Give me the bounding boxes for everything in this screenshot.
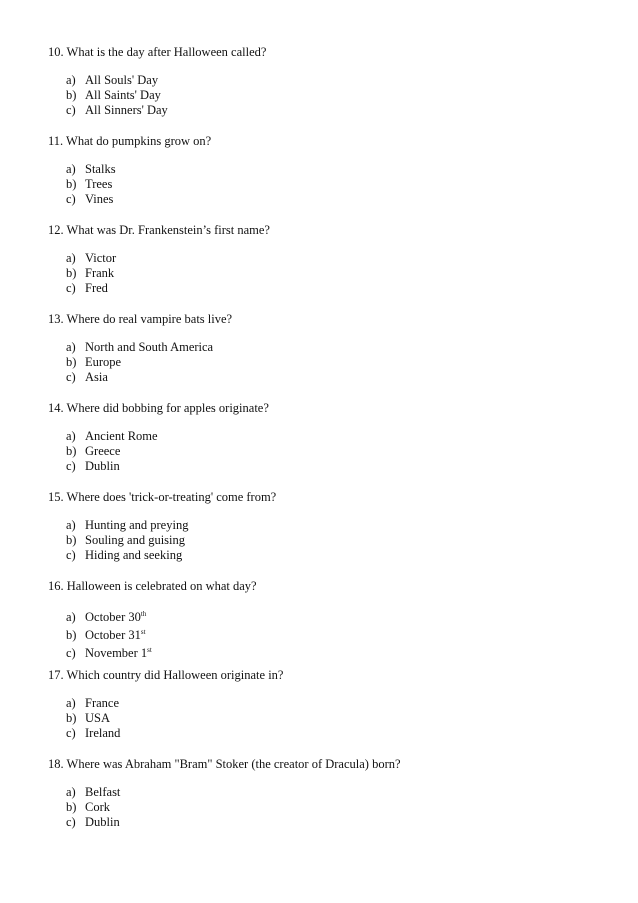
option-text: Hiding and seeking xyxy=(85,547,183,562)
answer-option-a xyxy=(66,518,608,533)
answer-option-b xyxy=(66,177,608,192)
option-text: Frank xyxy=(85,265,115,280)
question-text: 14. Where did bobbing for apples originate? xyxy=(48,401,269,415)
option-text: Cork xyxy=(85,799,110,814)
answer-option-c xyxy=(66,548,608,563)
question-text: 13. Where do real vampire bats live? xyxy=(48,312,233,326)
option-text: Dublin xyxy=(85,458,120,473)
answer-option-b xyxy=(66,444,608,459)
option-letter: a) xyxy=(66,162,76,176)
ordinal-suffix: st xyxy=(147,645,152,654)
answer-option-a xyxy=(66,73,608,88)
option-text: Ireland xyxy=(85,725,121,740)
option-letter: c) xyxy=(66,102,76,117)
option-text: All Sinners' Day xyxy=(85,102,168,117)
answer-option-b xyxy=(66,355,608,370)
option-text: Europe xyxy=(85,354,122,369)
option-letter: c) xyxy=(66,280,76,295)
option-letter: c) xyxy=(66,191,76,206)
option-text: Fred xyxy=(85,280,108,295)
option-text: Trees xyxy=(85,176,113,191)
answer-option-a xyxy=(66,696,608,711)
answer-options xyxy=(48,429,608,473)
option-letter: a) xyxy=(66,785,76,799)
option-letter: c) xyxy=(66,369,76,384)
option-letter: a) xyxy=(66,340,76,354)
answer-options xyxy=(48,73,608,117)
option-text: USA xyxy=(85,710,111,725)
option-letter: b) xyxy=(66,87,77,102)
option-letter: b) xyxy=(66,443,77,458)
question-18 xyxy=(48,757,608,829)
option-letter: b) xyxy=(66,799,77,814)
answer-options xyxy=(48,607,608,660)
option-text: All Souls' Day xyxy=(85,73,159,87)
option-letter: b) xyxy=(66,176,77,191)
question-text: 11. What do pumpkins grow on? xyxy=(48,134,212,148)
answer-option-c xyxy=(66,726,608,741)
question-17 xyxy=(48,668,608,740)
option-text: Asia xyxy=(85,369,108,384)
option-text: Vines xyxy=(85,191,114,206)
question-text: 17. Which country did Halloween originate in? xyxy=(48,668,284,682)
answer-option-c xyxy=(66,281,608,296)
question-text: 10. What is the day after Halloween called? xyxy=(48,45,267,59)
option-text: North and South America xyxy=(85,340,214,354)
answer-option-b xyxy=(66,711,608,726)
option-text: Greece xyxy=(85,443,121,458)
question-text: 16. Halloween is celebrated on what day? xyxy=(48,579,257,593)
option-letter: c) xyxy=(66,458,76,473)
answer-option-c xyxy=(66,370,608,385)
answer-option-a xyxy=(66,251,608,266)
option-letter: a) xyxy=(66,518,76,532)
option-text: Belfast xyxy=(85,785,121,799)
answer-option-a xyxy=(66,785,608,800)
option-text: Dublin xyxy=(85,814,120,829)
option-letter: c) xyxy=(66,814,76,829)
option-text: Souling and guising xyxy=(85,532,186,547)
answer-options xyxy=(48,785,608,829)
ordinal-suffix: st xyxy=(140,627,146,636)
question-15 xyxy=(48,490,608,562)
option-letter: b) xyxy=(66,627,77,642)
question-13 xyxy=(48,312,608,384)
answer-option-a xyxy=(66,340,608,355)
answer-options xyxy=(48,696,608,740)
answer-option-b xyxy=(66,533,608,548)
option-letter: b) xyxy=(66,265,77,280)
answer-option-c xyxy=(66,643,608,661)
question-text: 18. Where was Abraham "Bram" Stoker (the creator of Dracula) born? xyxy=(48,757,401,771)
option-letter: a) xyxy=(66,696,76,710)
option-text: Ancient Rome xyxy=(85,429,158,443)
option-text: Stalks xyxy=(85,162,116,176)
answer-option-a xyxy=(66,607,608,625)
question-11 xyxy=(48,134,608,206)
option-text: Hunting and preying xyxy=(85,518,189,532)
question-10 xyxy=(48,45,608,117)
question-16 xyxy=(48,579,608,660)
option-text: November 1 xyxy=(85,645,148,660)
answer-option-c xyxy=(66,192,608,207)
answer-option-c xyxy=(66,815,608,830)
answer-options xyxy=(48,251,608,295)
option-text: October 31 xyxy=(85,627,141,642)
answer-options xyxy=(48,518,608,562)
option-text: October 30 xyxy=(85,610,141,624)
answer-option-a xyxy=(66,429,608,444)
option-text: Victor xyxy=(85,251,117,265)
option-letter: b) xyxy=(66,354,77,369)
answer-option-b xyxy=(66,625,608,643)
option-letter: b) xyxy=(66,532,77,547)
answer-option-b xyxy=(66,800,608,815)
ordinal-suffix: th xyxy=(140,610,147,618)
option-letter: c) xyxy=(66,547,76,562)
question-text: 15. Where does 'trick-or-treating' come from? xyxy=(48,490,277,504)
question-12 xyxy=(48,223,608,295)
option-letter: b) xyxy=(66,710,77,725)
answer-option-b xyxy=(66,88,608,103)
option-letter: a) xyxy=(66,429,76,443)
question-14 xyxy=(48,401,608,473)
answer-option-c xyxy=(66,103,608,118)
option-text: France xyxy=(85,696,120,710)
option-letter: c) xyxy=(66,645,76,660)
option-letter: a) xyxy=(66,251,76,265)
option-letter: a) xyxy=(66,73,76,87)
answer-option-a xyxy=(66,162,608,177)
question-text: 12. What was Dr. Frankenstein’s first name? xyxy=(48,223,270,237)
answer-option-c xyxy=(66,459,608,474)
option-letter: a) xyxy=(66,610,76,624)
answer-options xyxy=(48,162,608,206)
answer-option-b xyxy=(66,266,608,281)
answer-options xyxy=(48,340,608,384)
option-text: All Saints' Day xyxy=(85,87,161,102)
option-letter: c) xyxy=(66,725,76,740)
